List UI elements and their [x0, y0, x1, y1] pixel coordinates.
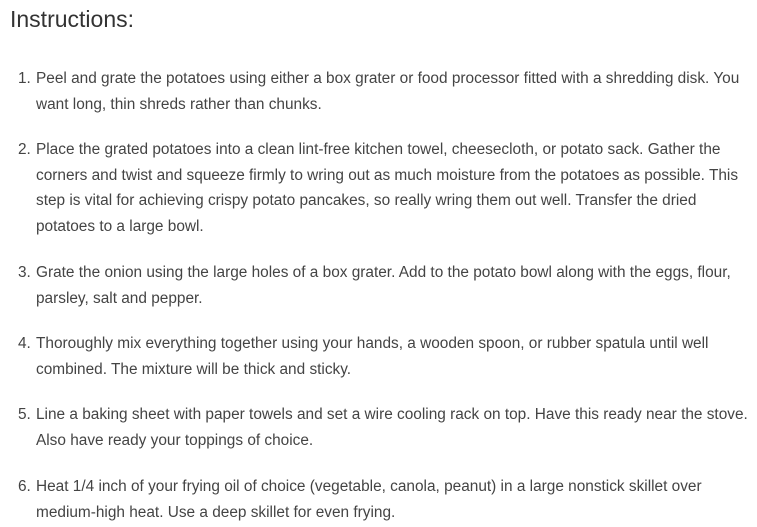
instruction-step	[18, 137, 753, 239]
instructions-heading: Instructions:	[10, 6, 134, 32]
instruction-step	[18, 66, 753, 117]
instruction-step	[18, 402, 753, 453]
step-number: 2.	[18, 141, 31, 158]
step-text: Line a baking sheet with paper towels and set a wire cooling rack on top. Have this ready near the stove. Also have ready your toppings of choice.	[36, 406, 748, 449]
step-number: 3.	[18, 264, 31, 281]
step-number: 6.	[18, 478, 31, 495]
step-number: 5.	[18, 406, 31, 423]
step-text: Place the grated potatoes into a clean lint-free kitchen towel, cheesecloth, or potato sack. Gather the corners and twist and squeeze firmly to wring out as much moisture from the potatoes as possible. This step is vital for achieving crispy potato pancakes, so really wring them out well. Transfer the dried potatoes to a large bowl.	[36, 141, 739, 235]
step-text: Peel and grate the potatoes using either a box grater or food processor fitted with a shredding disk. You want long, thin shreds rather than chunks.	[36, 70, 740, 113]
instruction-step	[18, 474, 753, 525]
instruction-step	[18, 260, 753, 311]
instruction-step	[18, 331, 753, 382]
step-text: Thoroughly mix everything together using your hands, a wooden spoon, or rubber spatula until well combined. The mixture will be thick and sticky.	[36, 335, 709, 378]
step-number: 1.	[18, 70, 31, 87]
step-text: Grate the onion using the large holes of a box grater. Add to the potato bowl along with the eggs, flour, parsley, salt and pepper.	[36, 264, 731, 307]
step-number: 4.	[18, 335, 31, 352]
step-text: Heat 1/4 inch of your frying oil of choice (vegetable, canola, peanut) in a large nonstick skillet over medium-high heat. Use a deep skillet for even frying.	[36, 478, 702, 521]
